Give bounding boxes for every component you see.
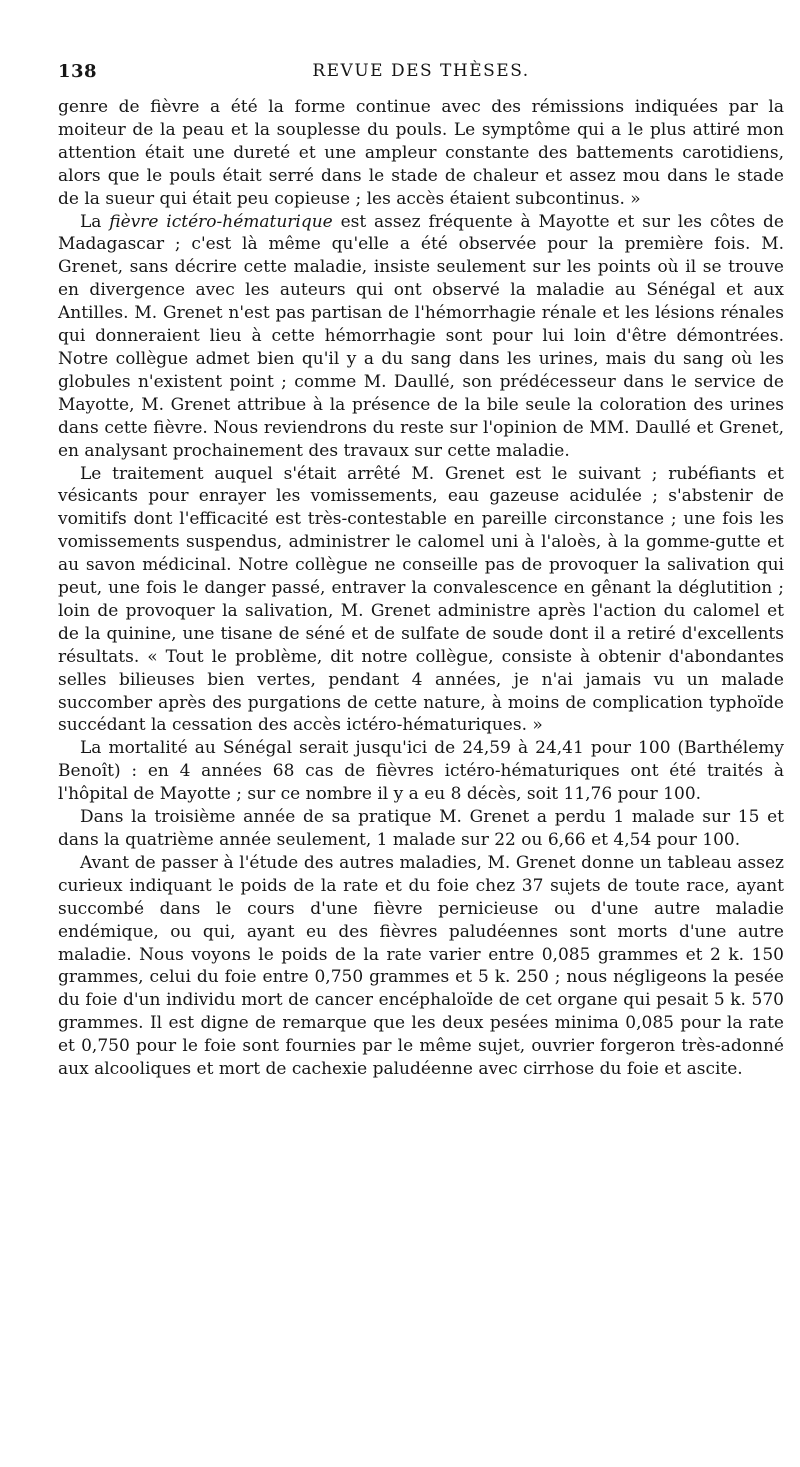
paragraph: La mortalité au Sénégal serait jusqu'ici de 24,59 à 24,41 pour 100 (Barthélemy Benoît) : en 4 années 68 cas de fièvres ictéro-hématuriques ont été traités à l'hôpital de Mayotte ; sur ce nombre il y a eu 8 décès, soit 11,76 pour 100. — [58, 738, 784, 805]
paragraph: Avant de passer à l'étude des autres maladies, M. Grenet donne un tableau assez curieux indiquant le poids de la rate et du foie chez 37 sujets de toute race, ayant succombé dans le cours d'une fièvre pernicieuse ou d'une autre maladie endémique, ou qui, ayant eu des fièvres paludéennes sont morts d'une autre maladie. Nous voyons le poids de la rate varier entre 0,085 grammes et 2 k. 150 grammes, celui du foie entre 0,750 grammes et 5 k. 250 ; nous négligeons la pesée du foie d'un individu mort de cancer encéphaloïde de cet organe qui pesait 5 k. 570 grammes. Il est digne de remarque que les deux pesées minima 0,085 pour la rate et 0,750 pour le foie sont fournies par le même sujet, ouvrier forgeron très-adonné aux alcooliques et mort de cachexie paludéenne avec cirrhose du foie et ascite. — [58, 852, 784, 1080]
paragraph-rest: est assez fréquente à Mayotte et sur les côtes de Madagascar ; c'est là même qu'elle a été observée pour la première fois. M. Grenet, sans décrire cette maladie, insiste seulement sur les points où il se trouve en divergence avec les auteurs qui ont observé la maladie au Sénégal et aux Antilles. M. Grenet n'est pas partisan de l'hémorrhagie rénale et les lésions rénales qui donneraient lieu à cette hémorrhagie sont pour lui loin d'être démontrées. Notre collègue admet bien qu'il y a du sang dans les urines, mais du sang où les globules n'existent point ; comme M. Daullé, son prédécesseur dans le service de Mayotte, M. Grenet attribue à la présence de la bile seule la coloration des urines dans cette fièvre. Nous reviendrons du reste sur l'opinion de MM. Daullé et Grenet, en analysant prochainement des travaux sur cette maladie. — [58, 211, 784, 461]
page-number: 138 — [58, 61, 98, 82]
paragraph — [58, 211, 784, 463]
paragraph: Dans la troisième année de sa pratique M. Grenet a perdu 1 malade sur 15 et dans la quatrième année seulement, 1 malade sur 22 ou 6,66 et 4,54 pour 100. — [58, 807, 784, 850]
paragraph-lead: La — [80, 211, 110, 232]
journal-page — [58, 58, 784, 1458]
running-head — [58, 58, 784, 88]
paragraph: genre de fièvre a été la forme continue avec des rémissions indiquées par la moiteur de la peau et la souplesse du pouls. Le symptôme qui a le plus attiré mon attention était une dureté et une ampleur constante des battements carotidiens, alors que le pouls était serré dans le stade de chaleur et assez mou dans le stade de la sueur qui était peu copieuse ; les accès étaient subcontinus. » — [58, 97, 784, 209]
italic-term: fièvre ictéro-hématurique — [109, 211, 333, 232]
journal-title: REVUE DES THÈSES. — [312, 61, 530, 81]
paragraph: Le traitement auquel s'était arrêté M. Grenet est le suivant ; rubéfiants et vésicants pour enrayer les vomissements, eau gazeuse acidulée ; s'abstenir de vomitifs dont l'efficacité est très-contestable en pareille circonstance ; une fois les vomissements suspendus, administrer le calomel uni à l'aloès, à la gomme-gutte et au savon médicinal. Notre collègue ne conseille pas de provoquer la salivation qui peut, une fois le danger passé, entraver la convalescence en gênant la déglutition ; loin de provoquer la salivation, M. Grenet administre après l'action du calomel et de la quinine, une tisane de séné et de sulfate de soude dont il a retiré d'excellents résultats. « Tout le problème, dit notre collègue, consiste à obtenir d'abondantes selles bilieuses bien vertes, pendant 4 années, je n'ai jamais vu un malade succomber après des purgations de cette nature, à moins de complication typhoïde succédant la cessation des accès ictéro-hématuriques. » — [58, 463, 784, 736]
article-body — [58, 96, 784, 1081]
